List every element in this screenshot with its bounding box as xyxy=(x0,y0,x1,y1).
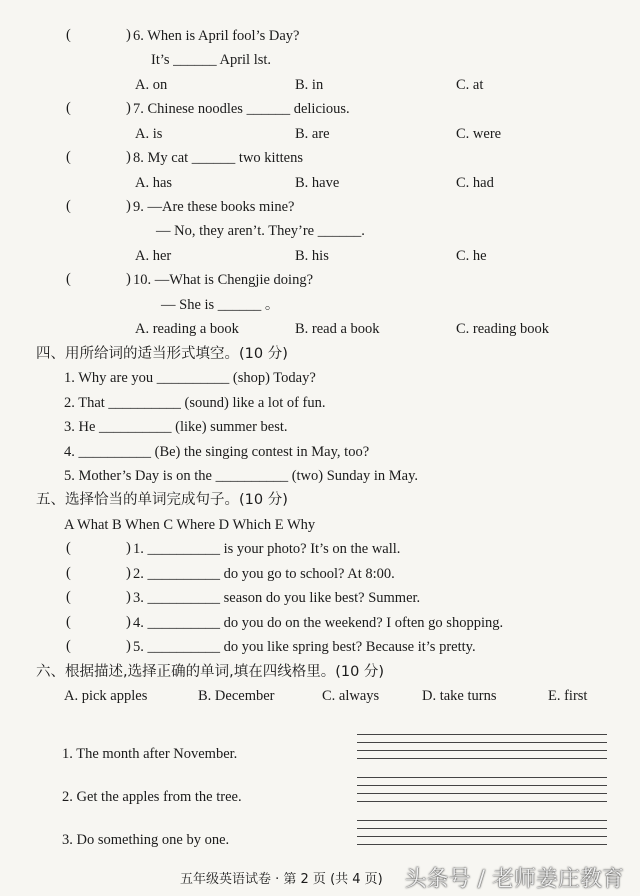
option-e: E. first xyxy=(548,688,588,704)
answer-paren-open: ( xyxy=(66,198,71,214)
answer-paren-open: ( xyxy=(66,271,71,287)
answer-paren-open: ( xyxy=(66,540,71,556)
answer-paren-open: ( xyxy=(66,100,71,116)
fill-item-4: 4. __________ (Be) the singing contest in May, too? xyxy=(64,444,370,460)
answer-paren-open: ( xyxy=(66,614,71,630)
answer-paren-open: ( xyxy=(66,27,71,43)
option-b: B. read a book xyxy=(295,321,380,337)
fill-item-3: 3. He __________ (like) summer best. xyxy=(64,419,288,435)
option-b: B. have xyxy=(295,175,340,191)
option-c: C. had xyxy=(456,175,494,191)
answer-paren-close: ) xyxy=(126,149,131,165)
footer-text: 五年级英语试卷 · 第 2 页 (共 4 页) xyxy=(180,872,383,887)
option-c: C. always xyxy=(322,688,380,704)
option-a: A. reading a book xyxy=(135,321,239,337)
answer-paren-close: ) xyxy=(126,271,131,287)
fill-item-5: 5. Mother’s Day is on the __________ (two) Sunday in May. xyxy=(64,468,419,484)
option-a: A. is xyxy=(135,126,163,142)
option-b: B. December xyxy=(198,688,275,704)
answer-paren-open: ( xyxy=(66,589,71,605)
answer-paren-close: ) xyxy=(126,589,131,605)
page-footer xyxy=(0,862,640,896)
choose-item-2: 2. __________ do you go to school? At 8:00. xyxy=(133,566,395,582)
fill-item-2: 2. That __________ (sound) like a lot of fun. xyxy=(64,395,326,411)
option-c: C. at xyxy=(456,77,484,93)
option-d: D. take turns xyxy=(422,688,497,704)
option-b: B. are xyxy=(295,126,330,142)
answer-paren-close: ) xyxy=(126,100,131,116)
question-8: 8. My cat ______ two kittens xyxy=(133,150,303,166)
option-b: B. in xyxy=(295,77,324,93)
watermark: 头条号 / 老师姜庄教育 xyxy=(404,867,624,892)
fill-item-1: 1. Why are you __________ (shop) Today? xyxy=(64,370,316,386)
question-9: 9. —Are these books mine? xyxy=(133,199,295,215)
answer-paren-open: ( xyxy=(66,565,71,581)
section-4-title: 四、用所给词的适当形式填空。(10 分) xyxy=(36,346,288,362)
choose-item-4: 4. __________ do you do on the weekend? I often go shopping. xyxy=(133,615,504,631)
answer-paren-open: ( xyxy=(66,638,71,654)
describe-item-2: 2. Get the apples from the tree. xyxy=(62,789,242,805)
option-c: C. he xyxy=(456,248,487,264)
section-5-title: 五、选择恰当的单词完成句子。(10 分) xyxy=(36,492,288,508)
question-6-sub: It’s ______ April lst. xyxy=(151,52,272,68)
answer-paren-close: ) xyxy=(126,638,131,654)
word-options: A What B When C Where D Which E Why xyxy=(64,517,316,533)
option-c: C. reading book xyxy=(456,321,550,337)
question-10-sub: — She is ______ 。 xyxy=(161,297,280,313)
choose-item-3: 3. __________ season do you like best? Summer. xyxy=(133,590,421,606)
option-a: A. her xyxy=(135,248,172,264)
answer-paren-close: ) xyxy=(126,540,131,556)
answer-paren-close: ) xyxy=(126,614,131,630)
answer-paren-close: ) xyxy=(126,565,131,581)
option-c: C. were xyxy=(456,126,502,142)
option-a: A. on xyxy=(135,77,168,93)
answer-paren-close: ) xyxy=(126,198,131,214)
section-6-title: 六、根据描述,选择正确的单词,填在四线格里。(10 分) xyxy=(36,664,385,680)
question-10: 10. —What is Chengjie doing? xyxy=(133,272,314,288)
option-a: A. has xyxy=(135,175,173,191)
option-a: A. pick apples xyxy=(64,688,148,704)
question-9-sub: — No, they aren’t. They’re ______. xyxy=(156,223,365,239)
question-6: 6. When is April fool’s Day? xyxy=(133,28,300,44)
answer-paren-open: ( xyxy=(66,149,71,165)
question-7: 7. Chinese noodles ______ delicious. xyxy=(133,101,350,117)
answer-paren-close: ) xyxy=(126,27,131,43)
describe-item-3: 3. Do something one by one. xyxy=(62,832,230,848)
choose-item-5: 5. __________ do you like spring best? Because it’s pretty. xyxy=(133,639,476,655)
choose-item-1: 1. __________ is your photo? It’s on the wall. xyxy=(133,541,401,557)
describe-item-1: 1. The month after November. xyxy=(62,746,238,762)
option-b: B. his xyxy=(295,248,329,264)
